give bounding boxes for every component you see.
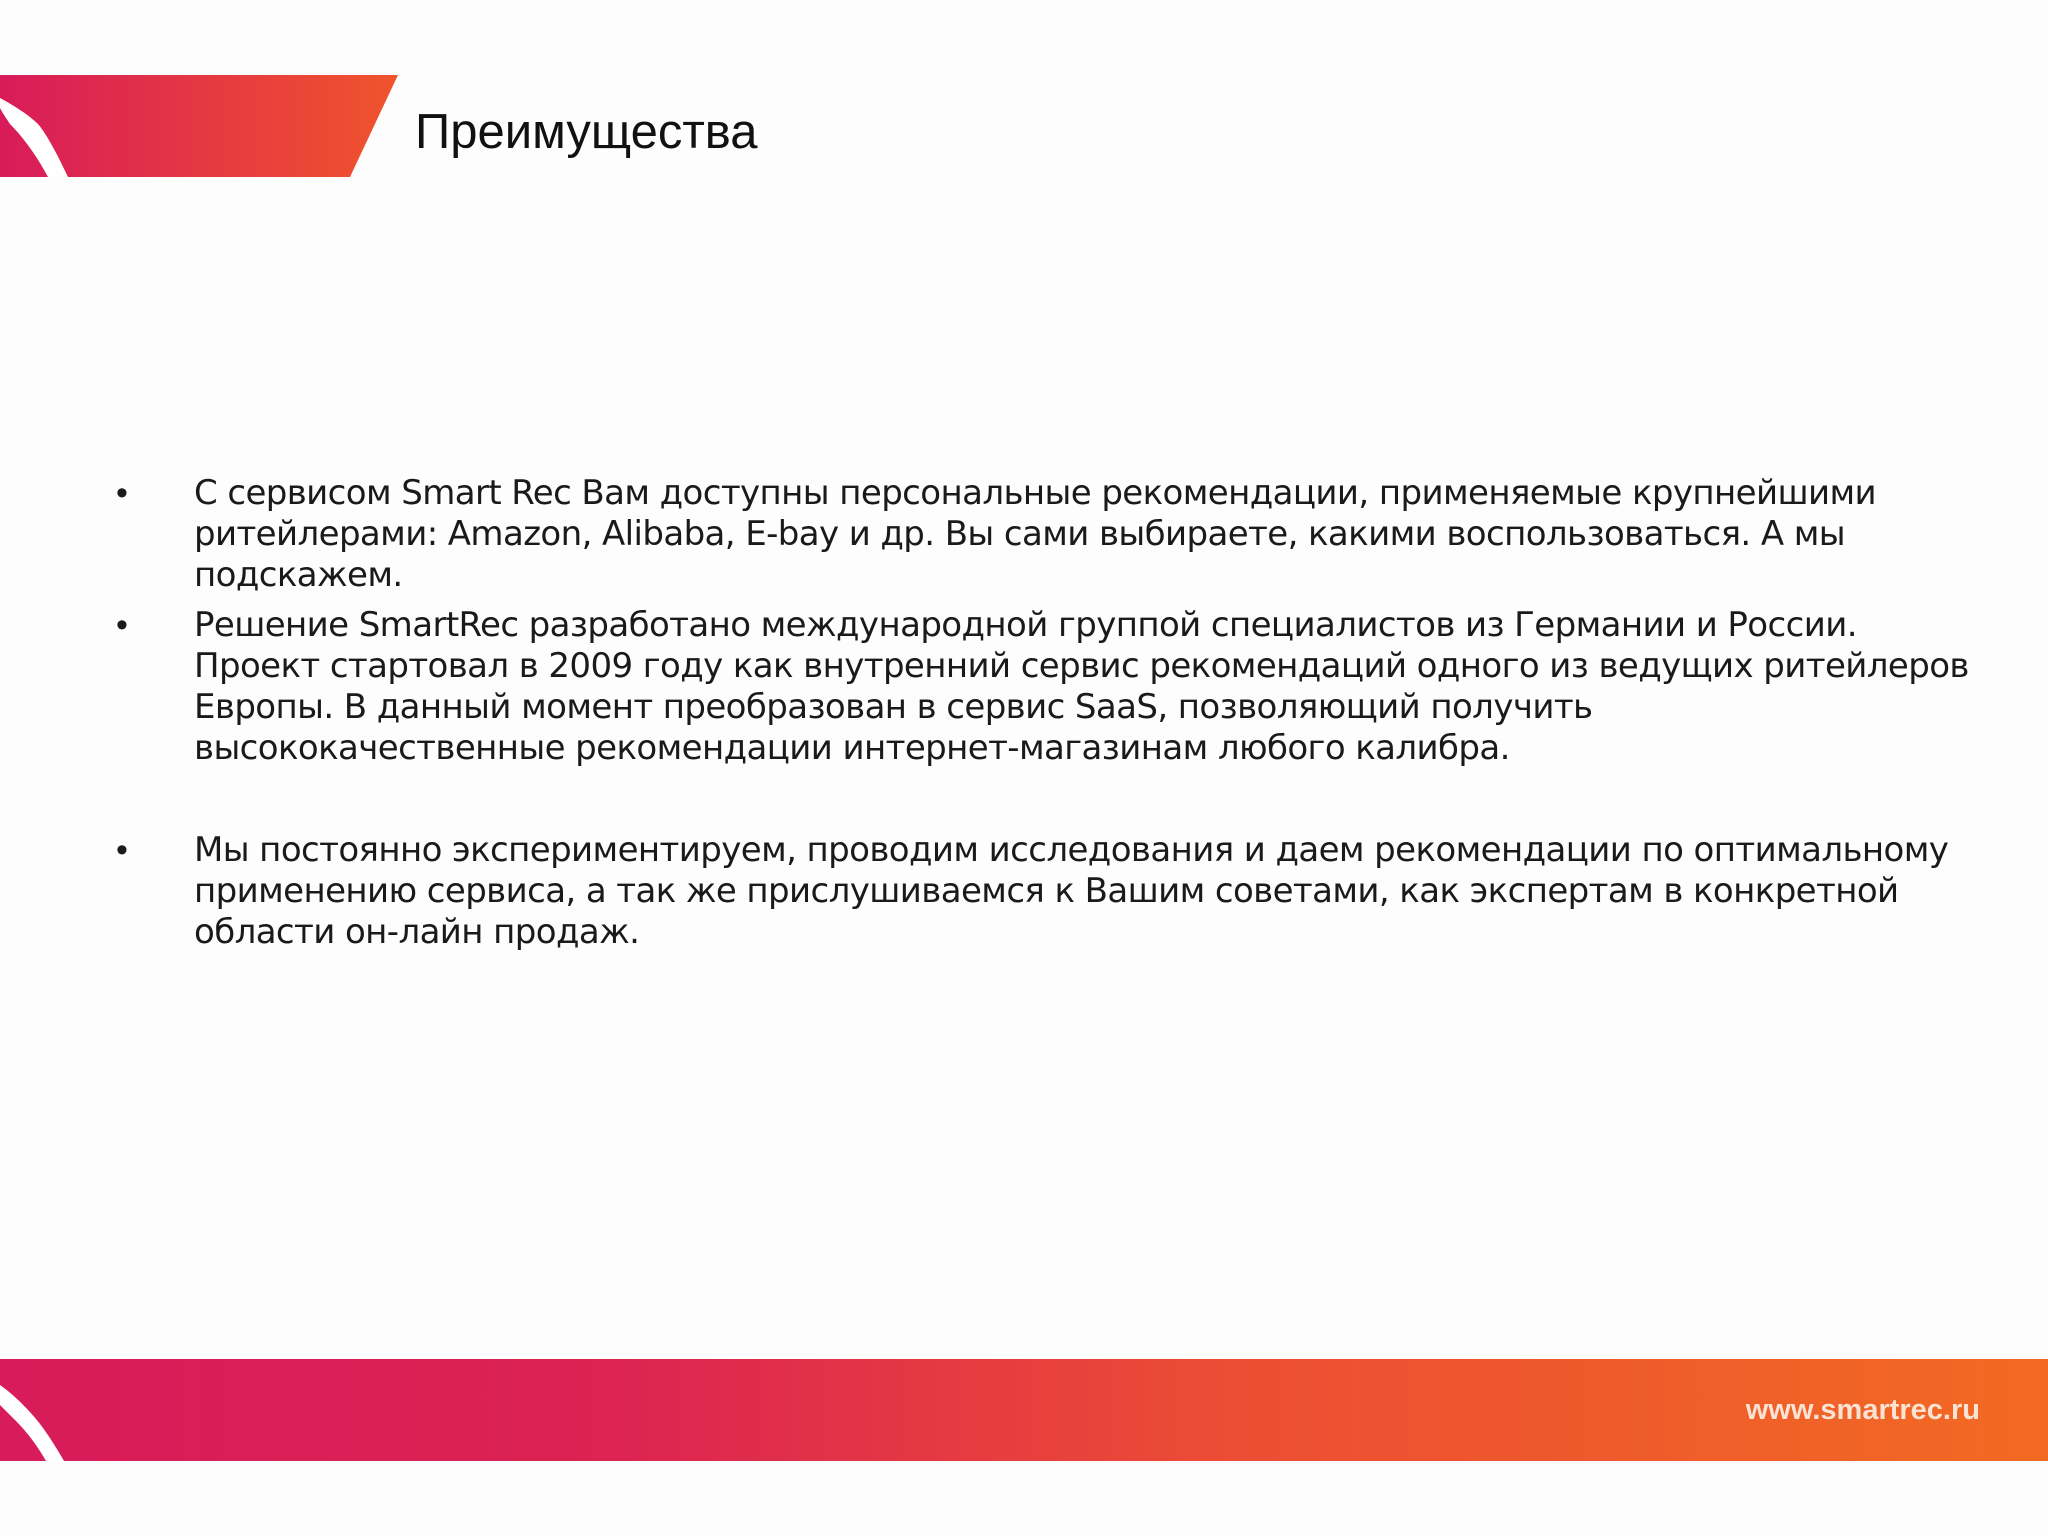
header-accent-shape [0,0,400,178]
bullet-item [110,830,1970,953]
footer-accent-bar [0,1359,2048,1461]
bullet-marker: • [116,831,128,869]
footer-website-link[interactable]: www.smartrec.ru [1745,1394,1980,1426]
bullet-text: Решение SmartRec разработано международной группой специалистов из Германии и России. Проект стартовал в 2009 году как внутренний сервис рекомендаций одного из ведущих ритейлеров Европы. В данный момент преобразован в сервис SaaS, позволяющий получить высококачественные рекомендации интернет-магазинам любого калибра. [194,605,1969,768]
bullet-list [110,473,1970,953]
bullet-item [110,473,1970,596]
bullet-marker: • [116,474,128,512]
bullet-text: С сервисом Smart Rec Вам доступны персональные рекомендации, применяемые крупнейшими ритейлерами: Amazon, Alibaba, E-bay и др. Вы сами выбираете, какими воспользоваться. А мы подскажем. [194,473,1877,595]
bullet-text: Мы постоянно экспериментируем, проводим исследования и даем рекомендации по оптимальному применению сервиса, а так же прислушиваемся к Вашим советами, как экспертам в конкретной области он-лайн продаж. [194,830,1949,952]
bullet-item [110,605,1970,769]
slide-title: Преимущества [415,105,758,159]
bullet-marker: • [116,606,128,644]
